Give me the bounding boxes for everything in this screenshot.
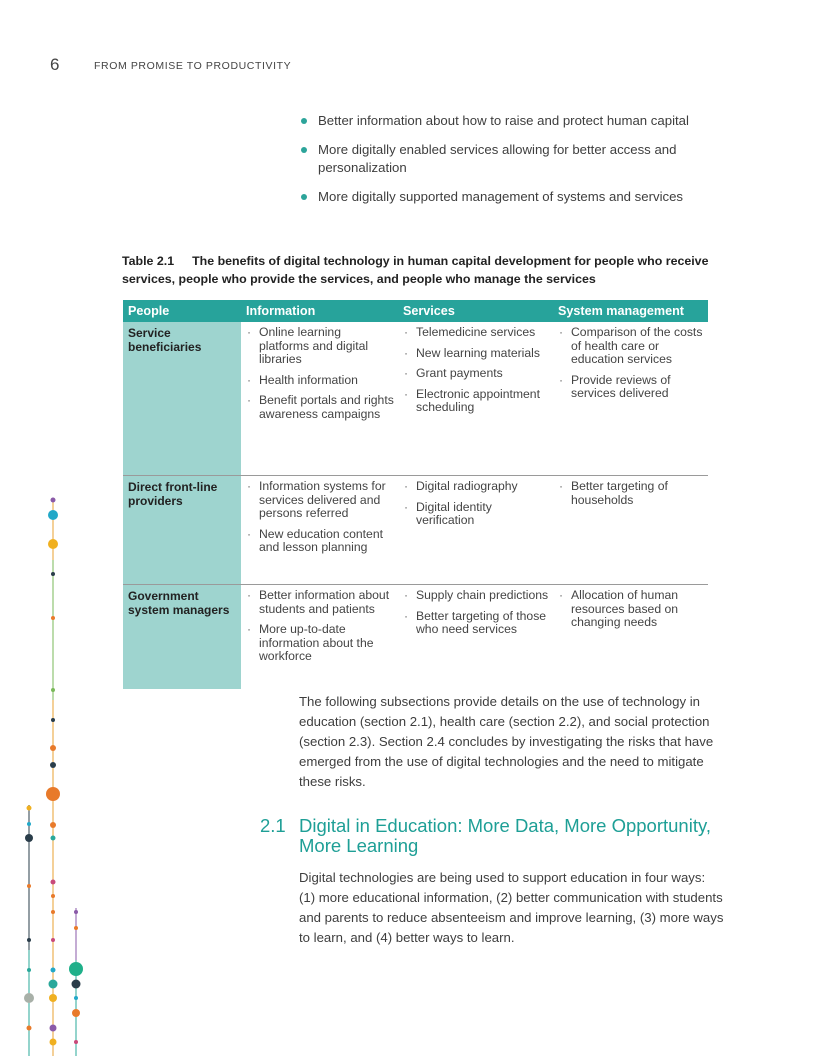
cell-item: · Telemedicine services: [404, 325, 536, 339]
deco-bead: [74, 926, 78, 930]
cell-item: · Comparison of the costs of health care or education services: [559, 325, 703, 366]
deco-bead: [27, 968, 31, 972]
cell-item: · Digital identity verification: [404, 499, 492, 527]
deco-bead: [27, 1026, 32, 1031]
cell-item: · New education content and lesson planning: [247, 526, 383, 554]
table-caption: [122, 252, 722, 288]
deco-bead: [51, 968, 56, 973]
bullet-item: More digitally enabled services allowing for better access and personalization: [300, 141, 730, 177]
deco-bead: [27, 884, 31, 888]
bullet-item: More digitally supported management of systems and services: [300, 188, 730, 206]
bullet-dot-icon: [301, 194, 307, 200]
deco-bead: [51, 880, 56, 885]
deco-bead: [46, 787, 60, 801]
deco-bead: [51, 718, 55, 722]
table-row: [123, 585, 708, 690]
deco-bead: [69, 962, 83, 976]
row-header: Direct front-line providers: [123, 476, 241, 585]
column-header-system-management: System management: [553, 300, 708, 322]
cell-item: · Better targeting of households: [559, 479, 668, 507]
cell-item: · Better information about students and patients: [247, 588, 390, 616]
cell-item: · New learning materials: [404, 345, 540, 360]
deco-bead: [74, 910, 78, 914]
information-cell: [241, 585, 398, 690]
section-title: Digital in Education: More Data, More Opportunity, More Learning: [299, 815, 711, 856]
cell-item: · Benefit portals and rights awareness campaigns: [247, 393, 394, 421]
bullet-dot-icon: [301, 147, 307, 153]
deco-bead: [74, 996, 78, 1000]
cell-item: · Allocation of human resources based on changing needs: [559, 588, 679, 629]
deco-bead: [51, 938, 55, 942]
services-cell: [398, 585, 553, 690]
row-header: Service beneficiaries: [123, 322, 241, 476]
cell-item: · Digital radiography: [404, 479, 518, 493]
deco-bead: [51, 616, 55, 620]
page-number: 6: [50, 55, 60, 74]
row-header: Government system managers: [123, 585, 241, 690]
deco-bead: [48, 539, 58, 549]
deco-bead: [27, 822, 31, 826]
column-header-information: Information: [241, 300, 398, 322]
deco-bead: [72, 1009, 80, 1017]
table-header-row: [123, 300, 708, 322]
cell-item: · Better targeting of those who need services: [404, 608, 547, 636]
bullet-list: [300, 112, 730, 217]
deco-bead: [27, 938, 31, 942]
system-management-cell: [553, 476, 708, 585]
deco-bead: [72, 980, 81, 989]
deco-bead: [74, 1040, 78, 1044]
deco-bead: [49, 980, 58, 989]
intro-paragraph: The following subsections provide details on the use of technology in education (section 2.1), health care (section 2.2), and social protection (section 2.3). Section 2.4 concludes by investigating the risks that have emerged from the use of digital technologies and the need to mitigate these risks.: [299, 694, 714, 789]
deco-bead: [27, 806, 32, 811]
table-caption-text: The benefits of digital technology in human capital development for people who receive services, people who provide the services, and people who manage the services: [122, 254, 709, 286]
cell-item: · Electronic appointment scheduling: [404, 386, 540, 414]
services-cell: [398, 322, 553, 476]
running-header: FROM PROMISE TO PRODUCTIVITY: [94, 60, 292, 72]
bullet-item: Better information about how to raise and protect human capital: [300, 112, 730, 130]
table-row: [123, 322, 708, 476]
system-management-cell: [553, 585, 708, 690]
cell-item: · Online learning platforms and digital libraries: [247, 325, 369, 366]
cell-item: · Grant payments: [404, 366, 503, 380]
deco-bead: [50, 1039, 57, 1046]
deco-bead: [51, 836, 56, 841]
decorative-bead-lines: [0, 0, 110, 1056]
bullet-dot-icon: [301, 118, 307, 124]
information-cell: [241, 476, 398, 585]
deco-bead: [49, 994, 57, 1002]
deco-bead: [51, 910, 55, 914]
deco-bead: [48, 510, 58, 520]
deco-bead: [51, 572, 55, 576]
deco-bead: [51, 498, 56, 503]
column-header-services: Services: [398, 300, 553, 322]
cell-item: · Information systems for services delivered and persons referred: [247, 479, 386, 520]
deco-bead: [50, 745, 56, 751]
section-number: 2.1: [260, 815, 286, 836]
deco-bead: [50, 762, 56, 768]
deco-bead: [51, 894, 55, 898]
table-caption-number: Table 2.1: [122, 254, 175, 268]
table-row: [123, 476, 708, 585]
cell-item: · Health information: [247, 372, 358, 387]
benefits-table: [123, 300, 708, 689]
information-cell: [241, 322, 398, 476]
deco-bead: [25, 834, 33, 842]
deco-bead: [24, 993, 34, 1003]
deco-bead: [51, 688, 55, 692]
cell-item: · Supply chain predictions: [404, 588, 549, 602]
cell-item: · Provide reviews of services delivered: [559, 372, 671, 400]
cell-item: · More up-to-date information about the workforce: [247, 622, 374, 663]
section-paragraph: Digital technologies are being used to support education in four ways: (1) more educational information, (2) better communication with students and parents to reduce absenteeism and improve learning, (3) more ways to learn, and (4) better ways to learn.: [299, 870, 724, 945]
column-header-people: People: [123, 300, 241, 322]
services-cell: [398, 476, 553, 585]
system-management-cell: [553, 322, 708, 476]
deco-bead: [50, 822, 56, 828]
deco-bead: [50, 1025, 57, 1032]
